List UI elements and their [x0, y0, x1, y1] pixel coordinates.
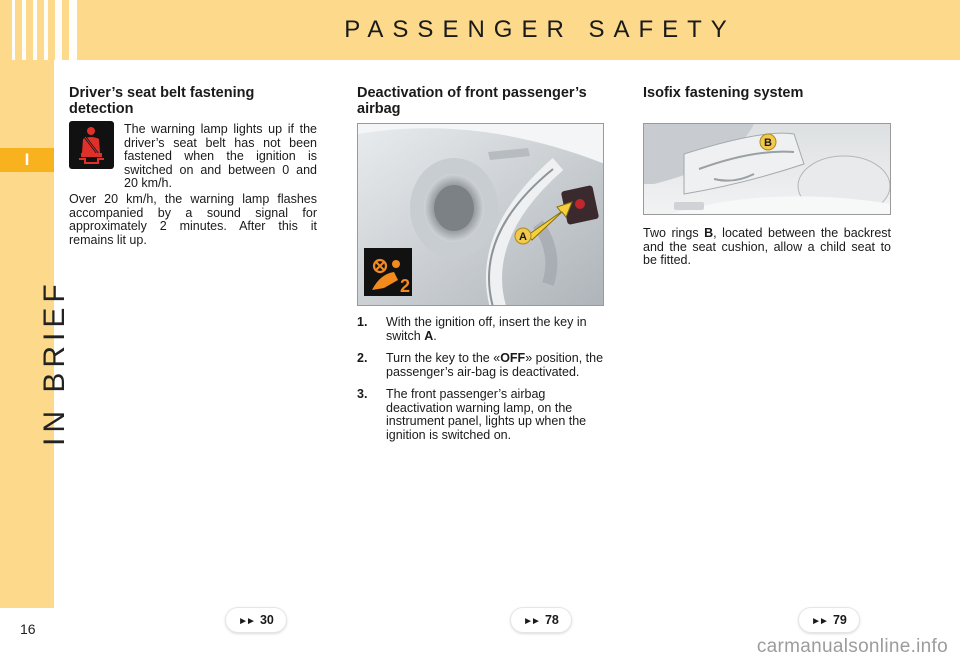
page-ref-78[interactable]: ►► 78 [511, 608, 571, 632]
page-ref-79[interactable]: ►► 79 [799, 608, 859, 632]
forward-arrow-icon: ►► [238, 616, 254, 627]
airbag-steps [357, 316, 607, 451]
airbag-dashboard-image [357, 123, 604, 306]
seatbelt-warning-icon [69, 121, 114, 169]
isofix-heading: Isofix fastening system [643, 85, 804, 101]
seatbelt-text-2: Over 20 km/h, the warning lamp flashes accompanied by a sound signal for approximately 2 minutes. After this it remains lit up. [69, 192, 317, 247]
page-title: PASSENGER SAFETY [344, 16, 736, 43]
seatbelt-heading: Driver’s seat belt fastening detection [69, 85, 255, 117]
watermark: carmanualsonline.info [756, 636, 948, 657]
airbag-off-icon-text: 2 [400, 276, 411, 296]
seatbelt-text-1: The warning lamp lights up if the driver’s seat belt has not been fastened when the ignition is switched on and between 0 and 20 km/h. [124, 122, 317, 190]
forward-arrow-icon: ►► [523, 616, 539, 627]
chapter-tab[interactable]: I [0, 148, 54, 172]
airbag-step: 2. Turn the key to the «OFF» position, the passenger’s air-bag is deactivated. [357, 351, 604, 379]
page-header [0, 0, 960, 60]
section-title: IN BRIEF [38, 279, 71, 446]
airbag-heading: Deactivation of front passenger’s airbag [357, 85, 587, 117]
isofix-text: Two rings B, located between the backrest and the seat cushion, allow a child seat to be fitted. [643, 226, 891, 267]
page-ref-30[interactable]: ►► 30 [226, 608, 286, 632]
label-b: B [764, 137, 772, 149]
airbag-step: 3. The front passenger’s airbag deactivation warning lamp, on the instrument panel, lights up when the ignition is switched on. [357, 387, 587, 442]
isofix-seat-image [643, 123, 891, 215]
page-number: 16 [20, 621, 36, 637]
forward-arrow-icon: ►► [811, 616, 827, 627]
label-a: A [519, 231, 527, 243]
airbag-step: 1. With the ignition off, insert the key in switch A. [357, 315, 587, 343]
header-stripes [12, 0, 84, 60]
